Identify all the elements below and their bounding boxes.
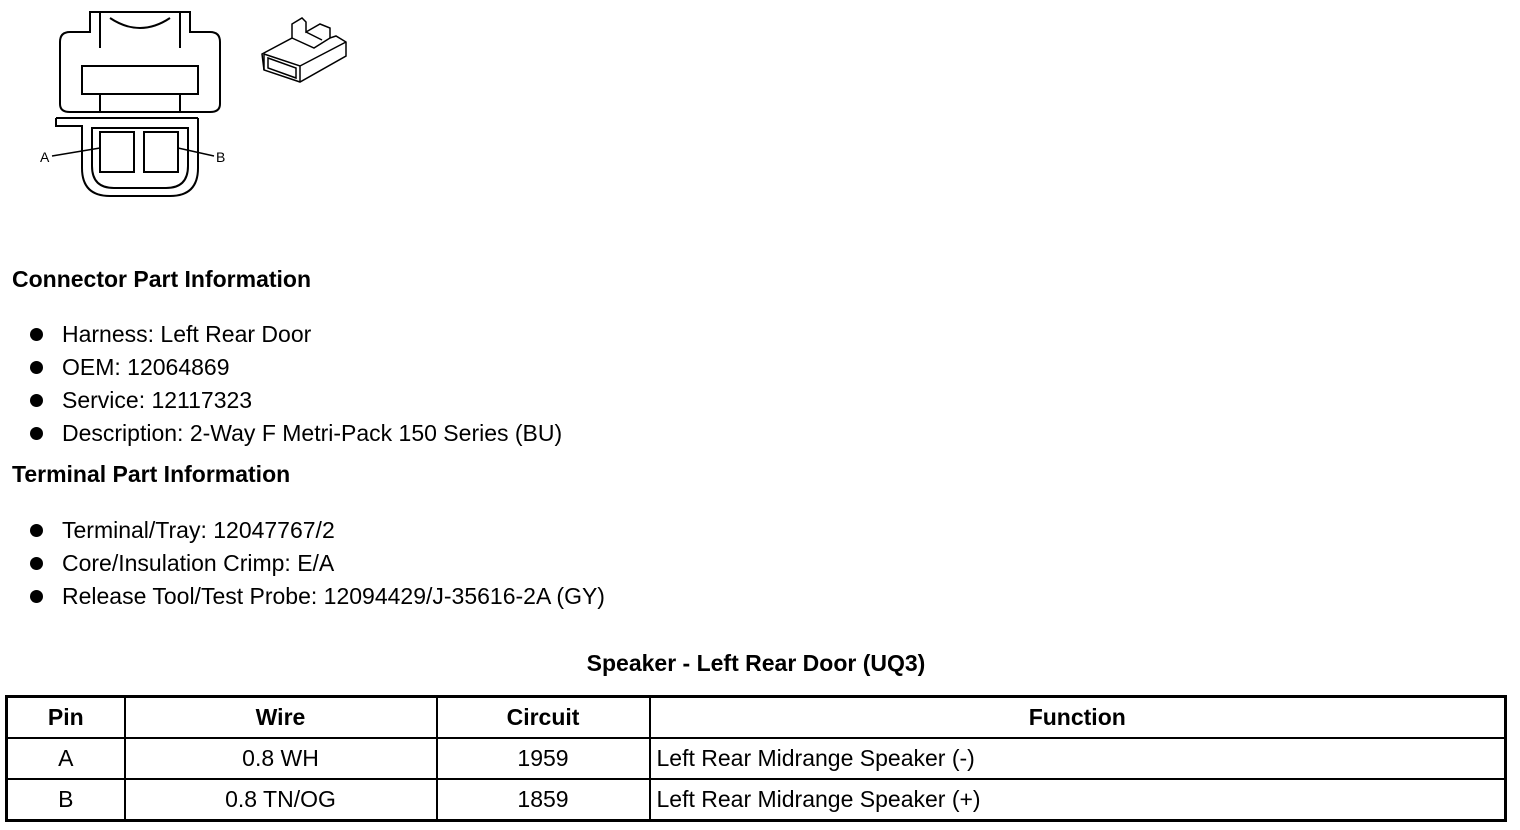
pin-a-cavity xyxy=(100,132,134,172)
connector-part-info-list xyxy=(28,318,562,450)
cell-function: Left Rear Midrange Speaker (-) xyxy=(650,738,1506,779)
list-item: Description: 2-Way F Metri-Pack 150 Series (BU) xyxy=(28,417,562,450)
cell-pin: B xyxy=(7,779,125,821)
header-circuit: Circuit xyxy=(437,697,650,739)
list-item: Terminal/Tray: 12047767/2 xyxy=(28,514,605,547)
header-function: Function xyxy=(650,697,1506,739)
table-row xyxy=(7,738,1506,779)
pin-b-leader-line xyxy=(178,148,214,156)
connector-part-info-heading: Connector Part Information xyxy=(12,266,312,292)
cell-circuit: 1959 xyxy=(437,738,650,779)
terminal-part-info-list xyxy=(28,514,605,613)
table-title: Speaker - Left Rear Door (UQ3) xyxy=(586,650,926,676)
terminal-part-info-heading: Terminal Part Information xyxy=(12,461,291,487)
list-item: Release Tool/Test Probe: 12094429/J-35616-2A (GY) xyxy=(28,580,605,613)
pin-a-label: A xyxy=(40,149,50,165)
cell-wire: 0.8 WH xyxy=(125,738,437,779)
pin-b-label: B xyxy=(216,149,226,165)
list-item: Core/Insulation Crimp: E/A xyxy=(28,547,605,580)
cell-function: Left Rear Midrange Speaker (+) xyxy=(650,779,1506,821)
pinout-table xyxy=(5,695,1507,822)
table-row xyxy=(7,779,1506,821)
connector-face-view xyxy=(52,12,220,196)
pin-b-cavity xyxy=(144,132,178,172)
cell-pin: A xyxy=(7,738,125,779)
connector-isometric-view xyxy=(262,18,346,82)
header-wire: Wire xyxy=(125,697,437,739)
list-item: Service: 12117323 xyxy=(28,384,562,417)
connector-drawing xyxy=(30,8,360,208)
header-pin: Pin xyxy=(7,697,125,739)
list-item: OEM: 12064869 xyxy=(28,351,562,384)
table-header-row xyxy=(7,697,1506,739)
cell-wire: 0.8 TN/OG xyxy=(125,779,437,821)
cell-circuit: 1859 xyxy=(437,779,650,821)
list-item: Harness: Left Rear Door xyxy=(28,318,562,351)
